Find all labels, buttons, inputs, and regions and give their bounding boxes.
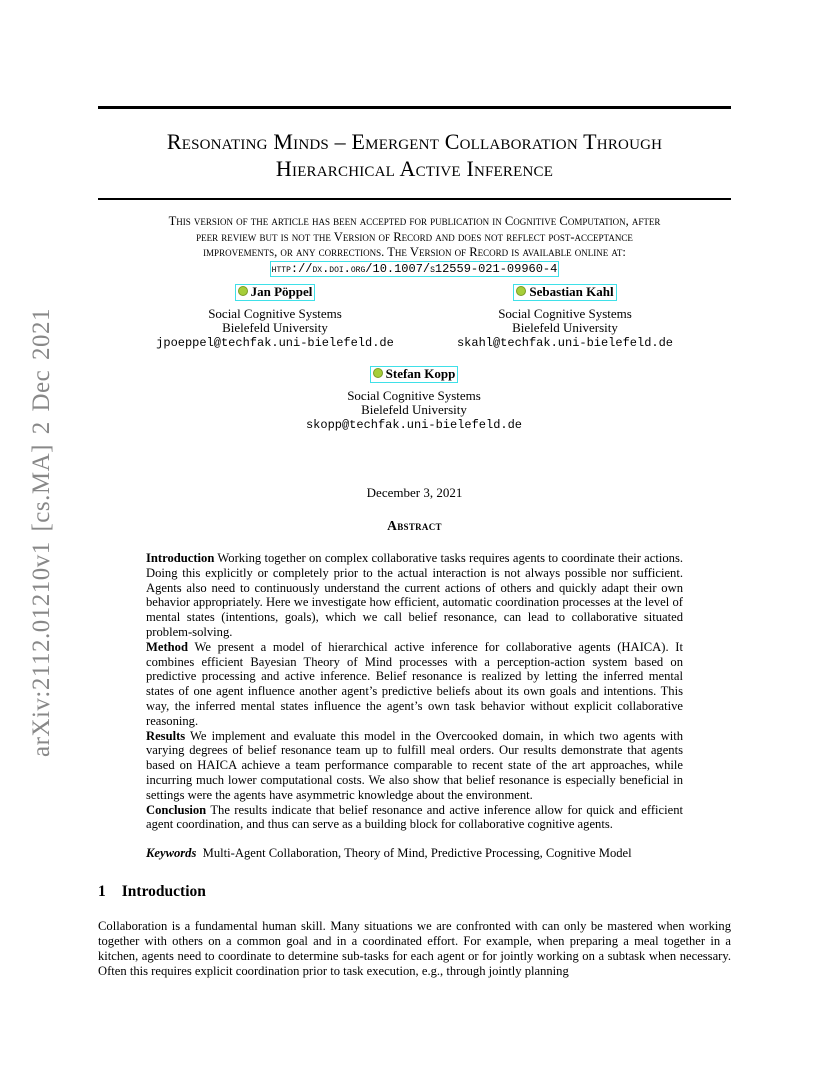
author-affiliation-2: Bielefeld University [361,402,467,417]
publication-notice [98,214,731,277]
abstract-results: Results We implement and evaluate this model in the Overcooked domain, in which two agents with varying degrees of belief resonance team up to fulfill meal orders. Our results demonstrate that agents based on HAICA achieve a team performance comparable to recent state of the art approaches, while incurring much lower computational costs. We also show that belief resonance is especially beneficial in settings were the agents have asymmetric knowledge about the environment. [146,728,684,802]
body-paragraph: Collaboration is a fundamental human skill. Many situations we are confronted with can only be mastered when working together with others on a common goal and in a coordinated effort. For example, when preparing a meal together in a kitchen, agents need to coordinate to determine sub-tasks for each agent or for jointly working on a subtask when necessary. Often this requires explicit coordination prior to task execution, e.g., through jointly planning [98,919,731,978]
arxiv-stamp: arXiv:2112.01210v1 [cs.MA] 2 Dec 2021 [28,308,55,757]
abstract-label: Conclusion [146,802,207,817]
section-body [98,919,731,979]
author-email: skopp@techfak.uni-bielefeld.de [305,417,523,432]
keywords-label: Keywords [146,846,197,860]
author-affiliation-2: Bielefeld University [222,320,328,335]
abstract-body [146,551,683,832]
keywords [146,846,683,861]
title-bottom-rule [98,198,731,200]
abstract-introduction: Introduction Working together on complex collaborative tasks requires agents to coordinate their actions. Doing this explicitly or completely prior to the actual interaction is not always possible nor sufficient. Agents also need to continuously understand the current actions of others and quickly adapt their own behavior appropriately. Here we investigate how efficient, automatic coordination processes at the level of mental states (intentions, goals), which we call belief resonance, can lead to collaborative situated problem-solving. [146,551,683,639]
paper-title [98,128,731,182]
author-affiliation-2: Bielefeld University [512,320,618,335]
title-top-rule [98,106,731,109]
author-email: jpoeppel@techfak.uni-bielefeld.de [156,335,394,350]
author-name-link[interactable]: Sebastian Kahl [513,284,616,301]
author-block-kahl [440,284,690,350]
orcid-icon[interactable] [238,286,248,296]
author-affiliation-1: Social Cognitive Systems [498,305,632,321]
author-email: skahl@techfak.uni-bielefeld.de [456,335,674,350]
section-title: Introduction [121,883,206,900]
abstract-label: Method [146,639,188,654]
author-block-poppel [150,284,400,350]
publication-date: December 3, 2021 [366,485,463,500]
abstract-heading: Abstract [387,518,442,533]
author-name-link[interactable]: Stefan Kopp [370,366,459,383]
title-line-2: Hierarchical Active Inference [275,156,554,181]
section-heading [98,883,206,901]
abstract-label: Results [146,728,186,743]
author-name-link[interactable]: Jan Pöppel [235,284,316,301]
keywords-text: Multi-Agent Collaboration, Theory of Mind, Predictive Processing, Cognitive Model [202,846,632,860]
notice-line-2: peer review but is not the Version of Record and does not reflect post-acceptance [196,229,633,244]
title-line-1: Resonating Minds – Emergent Collaboration Through [166,129,663,154]
notice-line-1: This version of the article has been accepted for publication in Cognitive Computation, after [168,214,661,228]
author-affiliation-1: Social Cognitive Systems [347,387,481,403]
author-affiliation-1: Social Cognitive Systems [208,305,342,321]
orcid-icon[interactable] [373,368,383,378]
section-number: 1 [98,883,106,900]
abstract-conclusion: Conclusion The results indicate that belief resonance and active inference allow for quick and efficient agent coordination, and thus can serve as a building block for collaborative cognitive agents. [146,802,683,832]
abstract-method: Method We present a model of hierarchical active inference for collaborative agents (HAICA). It combines efficient Bayesian Theory of Mind processes with a perception-action system based on predictive processing and active inference. Belief resonance is realized by letting the inferred mental states of one agent influence another agent’s predictive beliefs about its own goals and intentions. This way, the inferred mental states influence the agent’s own task behavior without explicit collaborative reasoning. [146,639,683,728]
orcid-icon[interactable] [516,286,526,296]
doi-link[interactable]: http://dx.doi.org/10.1007/s12559-021-09960-4 [271,261,558,276]
abstract-label: Introduction [146,551,215,565]
author-block-kopp [289,366,539,432]
notice-line-3: improvements, or any corrections. The Version of Record is available online at: [203,245,626,259]
